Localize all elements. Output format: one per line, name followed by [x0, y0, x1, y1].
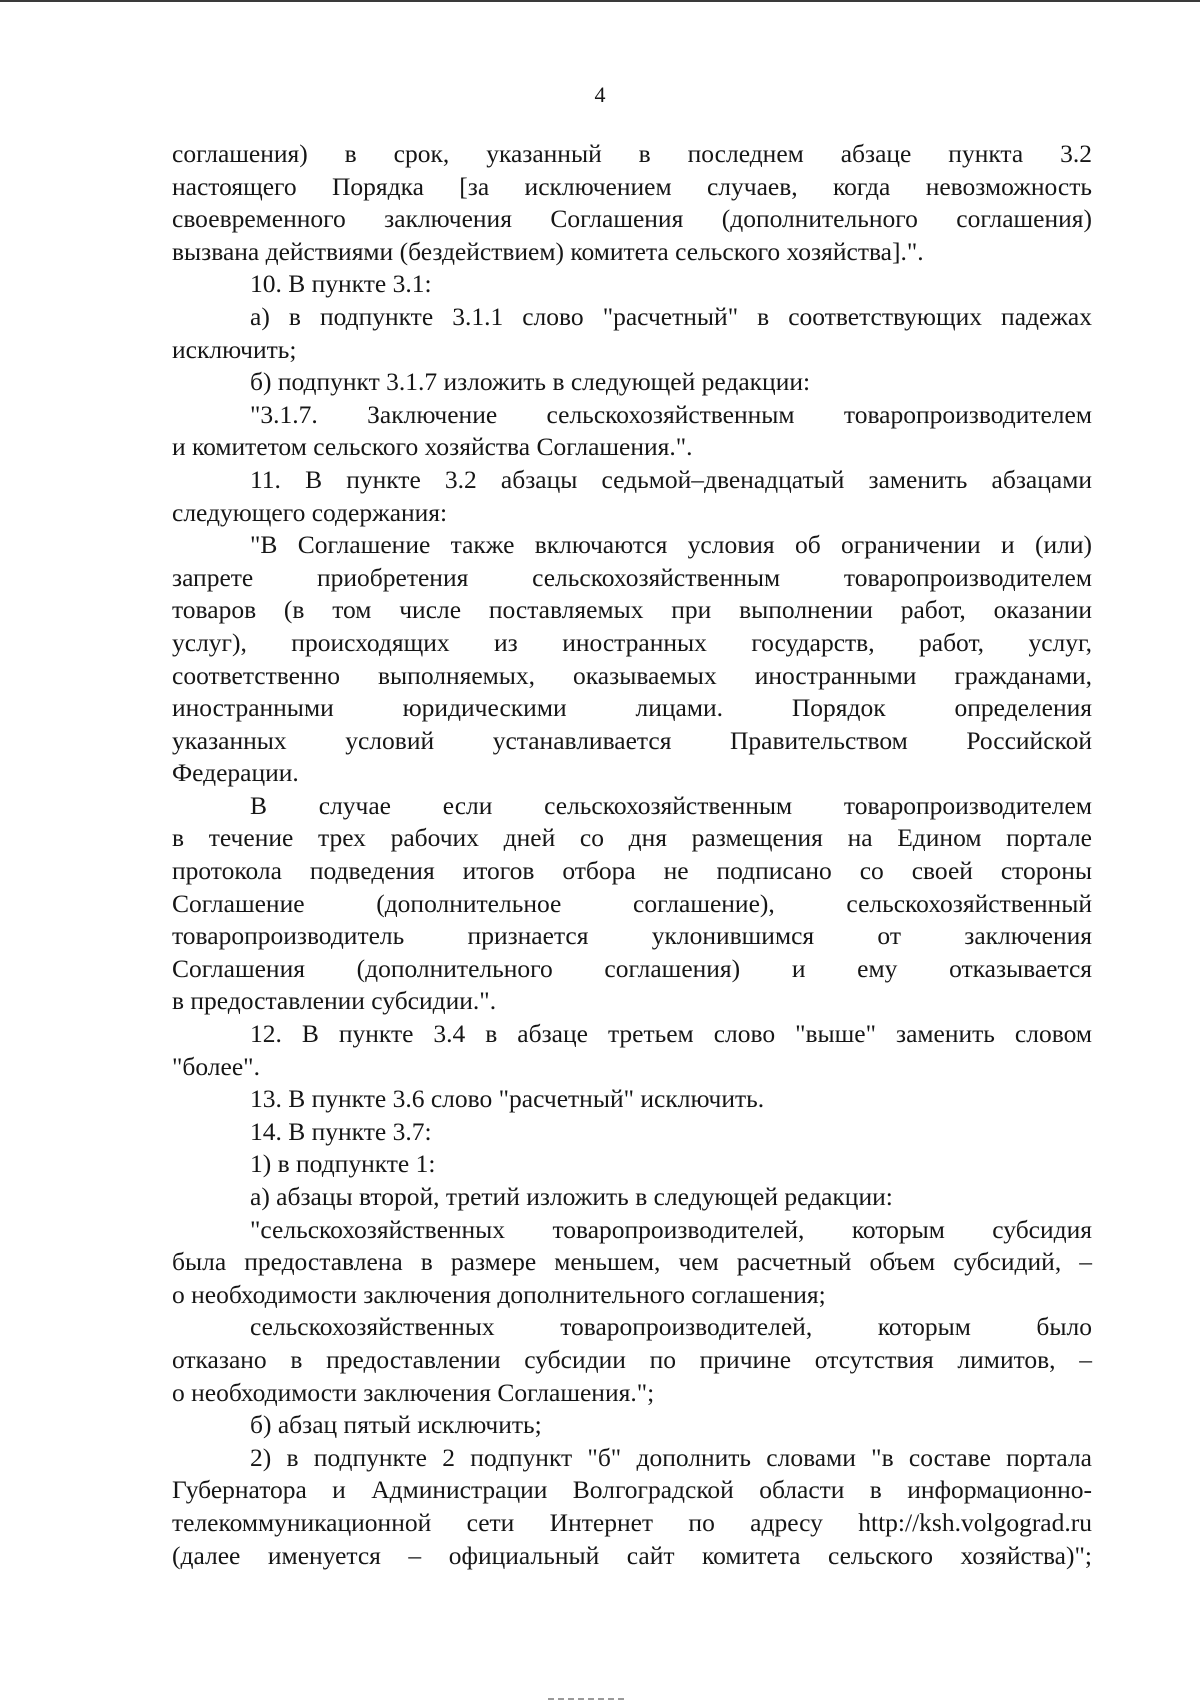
- text-line: запрете приобретения сельскохозяйственным товаропроизводителем: [172, 562, 1092, 592]
- page-number: 4: [594, 82, 606, 107]
- text-line: 10. В пункте 3.1:: [250, 269, 432, 299]
- text-line: (далее именуется – официальный сайт комитета сельского хозяйства)";: [172, 1540, 1092, 1570]
- text-line: в течение трех рабочих дней со дня размещения на Едином портале: [172, 823, 1092, 853]
- text-line: товаров (в том числе поставляемых при выполнении работ, оказании: [172, 595, 1092, 625]
- text-line: иностранными юридическими лицами. Порядок определения: [172, 693, 1092, 723]
- text-line: отказано в предоставлении субсидии по причине отсутствия лимитов, –: [172, 1344, 1092, 1374]
- text-line: 11. В пункте 3.2 абзацы седьмой–двенадцатый заменить абзацами: [250, 464, 1092, 494]
- text-line: протокола подведения итогов отбора не подписано со своей стороны: [172, 856, 1092, 886]
- document-body: [172, 138, 1092, 1572]
- text-line: а) в подпункте 3.1.1 слово "расчетный" в соответствующих падежах: [250, 301, 1092, 331]
- text-line: Федерации.: [172, 758, 299, 788]
- text-line: а) абзацы второй, третий изложить в следующей редакции:: [250, 1182, 893, 1211]
- text-line: вызвана действиями (бездействием) комитета сельского хозяйства].".: [172, 236, 924, 266]
- text-line: настоящего Порядка [за исключением случаев, когда невозможность: [172, 171, 1092, 201]
- text-line: В случае если сельскохозяйственным товаропроизводителем: [250, 790, 1092, 820]
- text-line: "сельскохозяйственных товаропроизводителей, которым субсидия: [250, 1214, 1092, 1244]
- text-line: 13. В пункте 3.6 слово "расчетный" исключить.: [250, 1084, 765, 1114]
- text-line: "3.1.7. Заключение сельскохозяйственным товаропроизводителем: [250, 399, 1092, 429]
- text-line: б) подпункт 3.1.7 изложить в следующей редакции:: [250, 367, 811, 397]
- text-line: следующего содержания:: [172, 497, 448, 527]
- text-line: Соглашения (дополнительного соглашения) и ему отказывается: [172, 953, 1092, 983]
- text-line: 14. В пункте 3.7:: [250, 1116, 432, 1146]
- text-line: исключить;: [172, 334, 297, 364]
- text-line: 12. В пункте 3.4 в абзаце третьем слово "выше" заменить словом: [250, 1019, 1092, 1049]
- text-line: "более".: [172, 1051, 260, 1081]
- text-line: соответственно выполняемых, оказываемых иностранными гражданами,: [172, 660, 1092, 690]
- text-line: была предоставлена в размере меньшем, чем расчетный объем субсидий, –: [172, 1247, 1092, 1277]
- text-line: Соглашение (дополнительное соглашение), сельскохозяйственный: [172, 888, 1092, 918]
- text-line: и комитетом сельского хозяйства Соглашения.".: [172, 432, 693, 462]
- text-line: соглашения) в срок, указанный в последнем абзаце пункта 3.2: [172, 139, 1092, 168]
- text-line: услуг), происходящих из иностранных государств, работ, услуг,: [172, 627, 1092, 657]
- text-line: 2) в подпункте 2 подпункт "б" дополнить словами "в составе портала: [250, 1442, 1092, 1472]
- text-line: Губернатора и Администрации Волгоградской области в информационно-: [172, 1475, 1092, 1505]
- text-line: 1) в подпункте 1:: [250, 1149, 436, 1179]
- text-line: в предоставлении субсидии.".: [172, 986, 497, 1016]
- text-line: о необходимости заключения дополнительного соглашения;: [172, 1279, 826, 1309]
- text-line: указанных условий устанавливается Правительством Российской: [172, 725, 1092, 755]
- text-line: б) абзац пятый исключить;: [250, 1410, 542, 1440]
- text-line: о необходимости заключения Соглашения.";: [172, 1377, 655, 1407]
- scan-top-edge: [0, 0, 1200, 2]
- text-line: своевременного заключения Соглашения (дополнительного соглашения): [172, 204, 1092, 234]
- scan-artifact: [548, 1698, 628, 1700]
- text-line: телекоммуникационной сети Интернет по адресу http://ksh.volgograd.ru: [172, 1507, 1092, 1537]
- text-line: товаропроизводитель признается уклонившимся от заключения: [172, 921, 1092, 951]
- text-line: сельскохозяйственных товаропроизводителей, которым было: [250, 1312, 1092, 1342]
- text-line: "В Соглашение также включаются условия об ограничении и (или): [250, 530, 1092, 560]
